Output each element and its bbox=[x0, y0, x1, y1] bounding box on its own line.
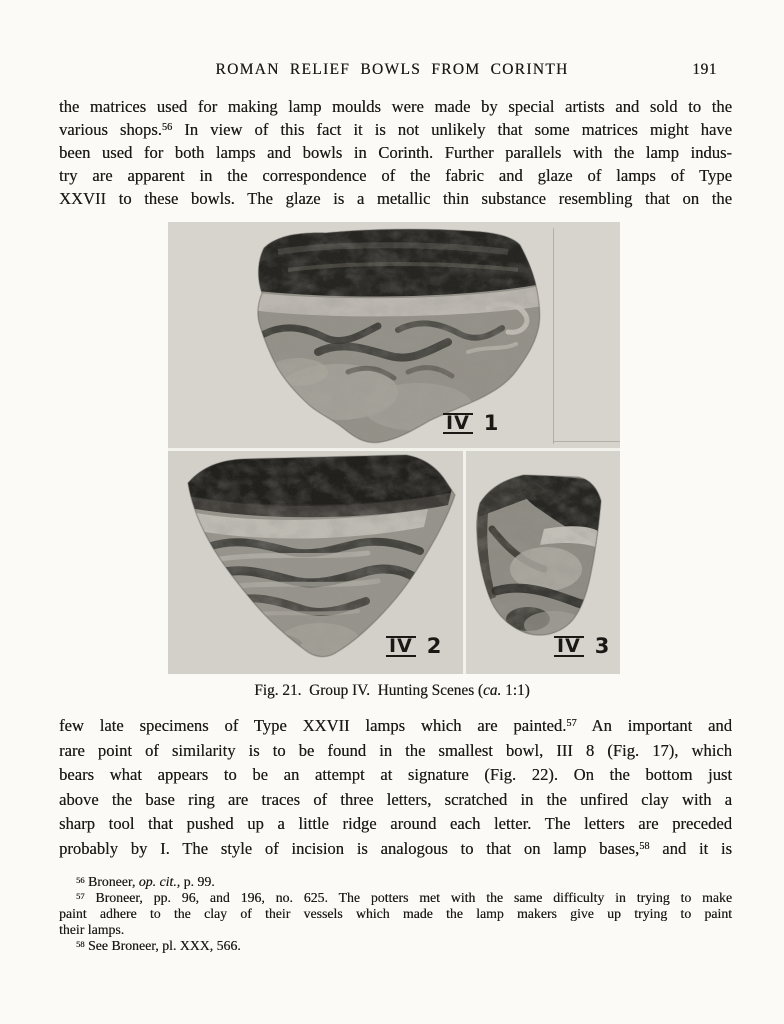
text-segment: few late specimens of Type XXVII lamps which are painted. bbox=[59, 716, 567, 735]
photo-panel-iv1 bbox=[168, 222, 620, 448]
figure-caption bbox=[0, 681, 784, 700]
text-segment: try are apparent in the correspondence of the fabric and glaze of lamps of Type bbox=[59, 165, 732, 185]
text-line bbox=[59, 714, 732, 739]
text-segment: ca. bbox=[483, 682, 502, 699]
figure-label-iv1-number: 1 bbox=[483, 411, 499, 435]
footnote-marker: 57 bbox=[566, 718, 577, 729]
footnote-marker: 56 bbox=[161, 121, 173, 133]
text-segment: paint adhere to the clay of their vessels which made the lamp makers give up trying to paint bbox=[59, 905, 732, 921]
text-segment: probably by I. The style of incision is analogous to that on lamp bases, bbox=[59, 838, 640, 858]
text-line bbox=[59, 788, 732, 813]
page-number: 191 bbox=[692, 61, 717, 78]
footnote-marker: 56 bbox=[76, 875, 85, 885]
text-segment: above the base ring are traces of three letters, scratched in the unfired clay with a bbox=[59, 789, 732, 809]
text-line bbox=[59, 874, 732, 890]
text-segment: bears what appears to be an attempt at signature (Fig. 22). On the bottom just bbox=[59, 765, 732, 785]
footnote-marker: 58 bbox=[76, 938, 85, 949]
text-segment: XXVII to these bowls. The glaze is a metallic thin substance resembling that on the bbox=[59, 188, 732, 208]
text-segment: Broneer, pp. 96, and 196, no. 625. The potters met with the same difficulty in trying to make bbox=[84, 889, 732, 905]
text-line bbox=[59, 837, 732, 862]
text-line bbox=[59, 119, 732, 142]
text-segment: and it is bbox=[649, 838, 732, 858]
text-line bbox=[59, 763, 732, 788]
text-segment: Fig. 21. Group IV. Hunting Scenes ( bbox=[254, 682, 483, 699]
text-line bbox=[59, 142, 732, 165]
figure-label-iv2 bbox=[386, 634, 441, 658]
text-segment: op. cit. bbox=[138, 874, 177, 889]
text-line bbox=[59, 165, 732, 188]
text-line bbox=[59, 812, 732, 837]
text-line bbox=[59, 188, 732, 211]
figure-label-iv3-number: 3 bbox=[594, 634, 610, 658]
text-segment: sharp tool that pushed up a little ridge around each letter. The letters are preceded bbox=[59, 814, 732, 834]
footnote-marker: 57 bbox=[76, 890, 85, 901]
text-line bbox=[59, 739, 732, 764]
figure-label-iv2-number: 2 bbox=[426, 634, 442, 658]
footnote-marker: 58 bbox=[639, 840, 650, 852]
text-segment: been used for both lamps and bowls in Corinth. Further parallels with the lamp indus- bbox=[59, 142, 732, 162]
figure-label-iv2-roman: IV bbox=[386, 636, 416, 657]
text-segment: various shops. bbox=[59, 119, 162, 139]
body-paragraph-1 bbox=[59, 96, 732, 211]
body-paragraph-2 bbox=[59, 714, 732, 862]
text-line bbox=[59, 906, 732, 922]
running-header-title: ROMAN RELIEF BOWLS FROM CORINTH bbox=[215, 61, 569, 78]
photo-print-edge-vertical bbox=[553, 228, 554, 444]
text-segment: rare point of similarity is to be found in the smallest bowl, III 8 (Fig. 17), which bbox=[59, 740, 732, 760]
text-segment: An important and bbox=[576, 716, 732, 735]
text-segment: In view of this fact it is not unlikely that some matrices might have bbox=[172, 119, 733, 139]
text-segment: Broneer, bbox=[84, 874, 139, 889]
text-line bbox=[59, 938, 732, 954]
text-line bbox=[0, 681, 784, 700]
figure-label-iv3-roman: IV bbox=[554, 636, 584, 657]
figure-label-iv1-roman: IV bbox=[443, 413, 473, 434]
text-line bbox=[59, 922, 732, 938]
figure-label-iv1 bbox=[443, 411, 498, 435]
text-segment: See Broneer, pl. XXX, 566. bbox=[84, 937, 241, 953]
text-segment: 1:1) bbox=[501, 682, 530, 699]
photo-print-edge-horizontal bbox=[553, 441, 620, 442]
text-line bbox=[59, 890, 732, 906]
text-segment: , p. 99. bbox=[176, 874, 215, 889]
text-line bbox=[59, 96, 732, 119]
figure-21-photo-collage bbox=[168, 222, 620, 674]
footnotes-block bbox=[59, 874, 732, 954]
figure-label-iv3 bbox=[554, 634, 609, 658]
text-segment: the matrices used for making lamp moulds were made by special artists and sold to the bbox=[59, 97, 732, 116]
text-segment: their lamps. bbox=[59, 921, 125, 937]
